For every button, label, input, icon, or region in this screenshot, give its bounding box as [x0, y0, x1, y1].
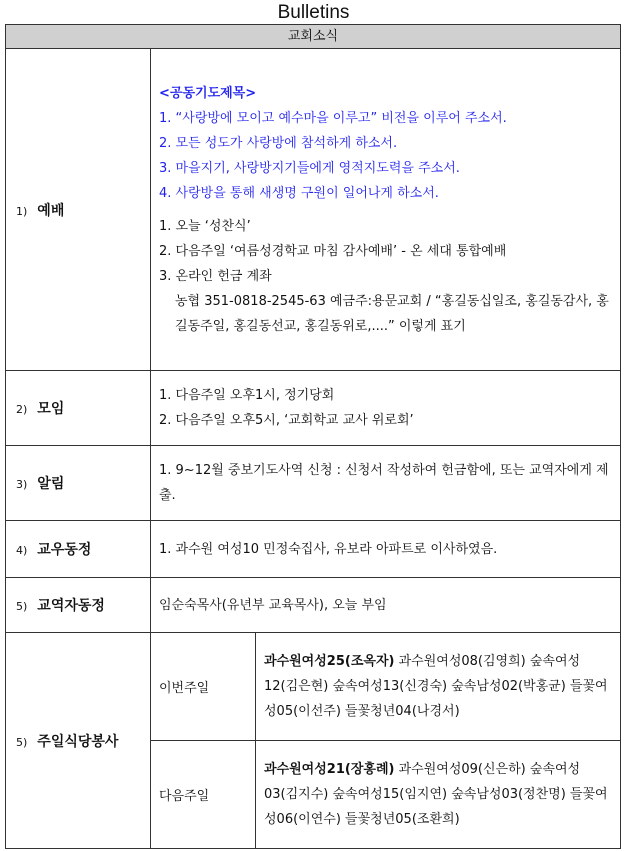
prayer-item: 1. “사랑방에 모이고 예수마을 이루고” 비전을 이루어 주소서. [159, 110, 507, 126]
row-label: 교우동정 [37, 542, 92, 558]
next-week-label: 다음주일 [151, 741, 256, 849]
members-content [151, 521, 621, 578]
row-number: 3) [16, 478, 28, 491]
notice-item: 1. 오늘 ‘성찬식’ [159, 218, 251, 234]
staff-content: 임순숙목사(유년부 교육목사), 오늘 부임 [151, 578, 621, 633]
row-label: 알림 [37, 476, 65, 492]
account-info: 농협 351-0818-2545-63 예금주:용문교회 / “홍길동십일조, 홍길동감사, 홍길동주일, 홍길동선교, 홍길동위로,....” 이렇게 표기 [175, 293, 609, 334]
row-label: 예배 [37, 202, 65, 219]
meeting-content [151, 371, 621, 446]
meeting-item: 2. 다음주일 오후5시, ‘교회학교 교사 위로회’ [159, 413, 414, 428]
row-number: 5) [16, 600, 28, 613]
label-members [6, 521, 151, 578]
groups: 과수원여성08(김영희) 숲속여성12(김은현) 숲속여성13(신경숙) 숲속남성02(박홍균) 들꽃여성05(이선주) 들꽃청년04(나경서) [264, 654, 608, 719]
groups: 과수원여성09(신은하) 숲속여성03(김지수) 숲속여성15(임지연) 숲속남성03(정찬명) 들꽃여성06(이연수) 들꽃청년05(조환희) [264, 762, 608, 827]
label-staff [6, 578, 151, 633]
notice-content [151, 446, 621, 521]
row-members [6, 521, 621, 578]
notice-item: 2. 다음주일 ‘여름성경학교 마침 감사예배’ - 온 세대 통합예배 [159, 243, 507, 259]
meeting-item: 1. 다음주일 오후1시, 정기당회 [159, 388, 335, 403]
row-notice [6, 446, 621, 521]
label-meeting [6, 371, 151, 446]
prayer-item: 4. 사랑방을 통해 새생명 구원이 일어나게 하소서. [159, 185, 439, 201]
prayer-item: 3. 마을지기, 사랑방지기들에게 영적지도력을 주소서. [159, 160, 460, 176]
section-header: 교회소식 [5, 24, 621, 49]
row-label: 주일식당봉사 [37, 733, 119, 750]
worship-content [151, 49, 621, 371]
prayer-item: 2. 모든 성도가 사랑방에 참석하게 하소서. [159, 135, 398, 151]
lead-group: 과수원여성25(조옥자) [264, 654, 395, 669]
notice-item: 3. 온라인 헌금 계좌 [159, 268, 272, 284]
label-worship [6, 49, 151, 371]
label-dining [6, 633, 151, 849]
row-dining-this [6, 633, 621, 741]
notice-item: 1. 9~12월 중보기도사역 신청 : 신청서 작성하여 헌금함에, 또는 교역자에게 제출. [159, 463, 609, 503]
row-meeting [6, 371, 621, 446]
row-number: 5) [16, 735, 28, 749]
page-title: Bulletins [277, 2, 350, 23]
this-week-content [256, 633, 621, 741]
row-number: 1) [16, 204, 28, 218]
row-worship [6, 49, 621, 371]
row-label: 모임 [37, 401, 65, 417]
label-notice [6, 446, 151, 521]
row-number: 4) [16, 544, 28, 557]
next-week-content [256, 741, 621, 849]
row-staff [6, 578, 621, 633]
prayer-title: <공동기도제목> [159, 85, 257, 101]
row-label: 교역자동정 [37, 598, 105, 614]
lead-group: 과수원여성21(장홍례) [264, 762, 395, 777]
bulletin-table [5, 48, 621, 849]
this-week-label: 이번주일 [151, 633, 256, 741]
row-number: 2) [16, 403, 28, 416]
members-item: 1. 과수원 여성10 민정숙집사, 유보라 아파트로 이사하였음. [159, 541, 498, 557]
